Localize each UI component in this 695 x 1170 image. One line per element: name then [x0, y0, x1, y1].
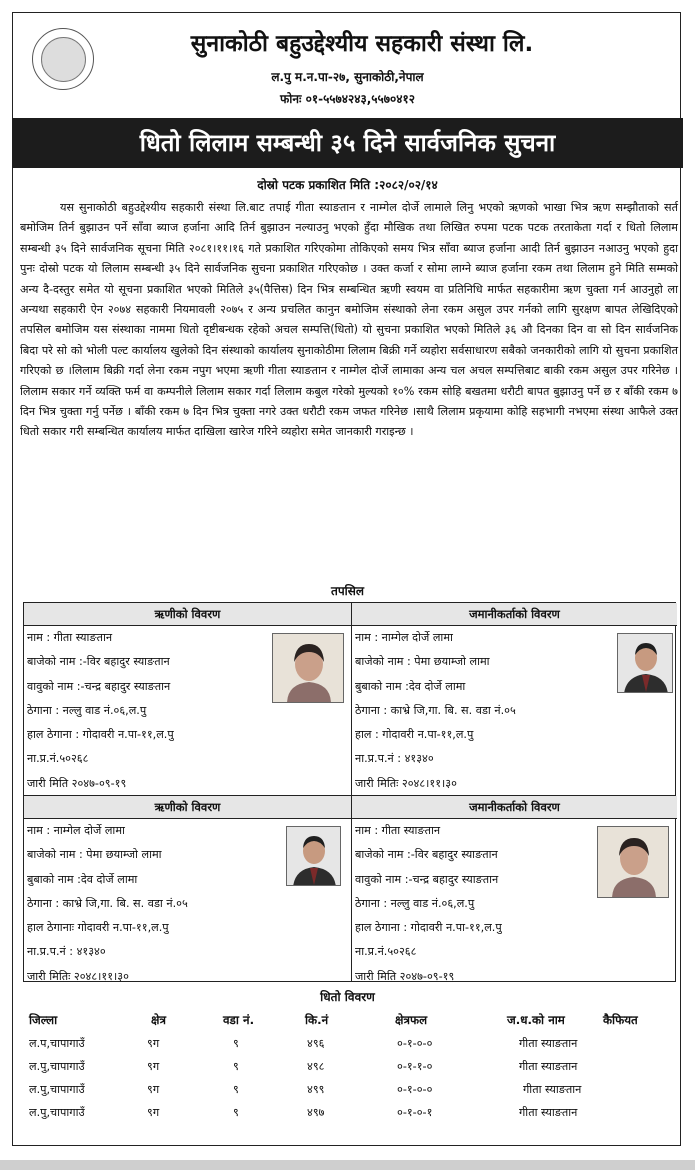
org-address: ल.पु म.न.पा-२७, सुनाकोठी,नेपाल: [271, 70, 424, 84]
detail-line: ठेगाना : नल्लु वाड नं.०६,ल.पु: [355, 896, 475, 910]
cell-area: ९ग: [147, 1060, 160, 1073]
cell-ward: ९: [233, 1083, 239, 1096]
detail-line: ना.प्र.नं.५०२६८: [27, 752, 89, 766]
detail-line: ठेगाना : नल्लु वाड नं.०६,ल.पु: [27, 703, 147, 717]
column-header: क्षेत्रफल: [395, 1013, 428, 1027]
detail-line: वावुको नाम :-चन्द्र बहादुर स्याङतान: [355, 872, 499, 886]
guarantor-details-2: [352, 796, 677, 982]
detail-line: ना.प्र.प.नं : ४१३४०: [27, 945, 106, 959]
detail-line: वावुको नाम :-चन्द्र बहादुर स्याङतान: [27, 679, 171, 693]
detail-line: ना.प्र.प.नं : ४१३४०: [355, 752, 434, 766]
cell-district: ल.पु,चापागाउँ: [29, 1060, 85, 1073]
cell-plot: ४९९: [307, 1083, 325, 1096]
publication-date: दोस्रो पटक प्रकाशित मिति :२०८२/०२/१४: [257, 178, 438, 192]
detail-line: हाल : गोदावरी न.पा-११,ल.पु: [355, 728, 474, 742]
detail-line: जारी मिति २०४७-०९-१९: [355, 969, 455, 983]
cell-ward: ९: [233, 1037, 239, 1050]
cell-district: ल.पु,चापागाउँ: [29, 1106, 85, 1119]
tapasil-title: तपसिल: [330, 584, 364, 598]
cell-area: ९ग: [147, 1037, 160, 1050]
borrower-details-2: [24, 796, 351, 982]
detail-line: हाल ठेगानाः गोदावरी न.पा-११,ल.पु: [27, 921, 169, 935]
detail-line: जारी मितिः २०४८।११।३०: [27, 969, 129, 983]
details-grid: [23, 602, 676, 982]
detail-line: बाजेको नाम :-विर बहादुर स्याङतान: [27, 655, 170, 669]
org-name: सुनाकोठी बहुउद्देश्यीय सहकारी संस्था लि.: [190, 31, 534, 57]
cell-district: ल.पु,चापागाउँ: [29, 1083, 85, 1096]
notice-banner: धितो लिलाम सम्बन्धी ३५ दिने सार्वजनिक सुचना: [12, 118, 683, 168]
detail-line: नाम : गीता स्याङतान: [355, 824, 441, 837]
column-header: क्षेत्र: [151, 1013, 166, 1027]
property-table: [23, 1009, 676, 1124]
detail-line: जारी मितिः २०४८।११।३०: [355, 776, 457, 790]
cell-ward: ९: [233, 1106, 239, 1119]
cell-owner: गीता स्याङतान: [519, 1106, 578, 1119]
column-header: कि.नं: [305, 1013, 329, 1027]
column-header: ज.ध.को नाम: [507, 1013, 565, 1027]
detail-line: नाम : नाम्गेल दोर्जे लामा: [355, 631, 453, 644]
notice-body: यस सुनाकोठी बहुउद्देश्यीय सहकारी संस्था लि.बाट तपाई गीता स्याङतान र नाम्गेल दोर्जे लामाले लिनु भएको ऋणको भाखा भित्र ऋण सम्झौताको सर्त बमोजिम तिर्न बुझाउन पर्ने साँवा ब्याज हर्जाना आदि तिर्न बुझाउन नल्याउनु भएको हुँदा मौखिक तथा लिखित रुपमा पटक पटक तरताकेता गर्दा र धितो लिलाम सम्बन्धी ३५ दिने सार्वजनिक सूचना मिति २०८१।११।१६ गते प्रकाशित गरिएकोमा तोकिएको समय भित्र साँवा ब्याज हर्जाना आदी तिर्न बुझाउन नआउनु भएको हुदा पुनः दोस्रो पटक यो लिलाम सम्बन्धी ३५ दिने सार्वजनिक सुचना प्रकाशित गरिएकोछ । उक्त कर्जा र सोमा लाग्ने ब्याज हर्जाना रकम तथा लिलाम हुने मिति सम्मको अन्य दै-दस्तुर समेत यो सूचना प्रकाशित भएको मितिले ३५(पैत्तिस) दिन भित्र सम्बन्धित ऋणी स्वयम वा प्रतिनिधि मार्फत सहकारीमा ऋण चुक्ता गर्न आउनुहो ला अन्यथा सहकारी ऐन २०७४ सहकारी नियमावली २०७५ र अन्य प्रचलित कानुन बमोजिम संस्थाको लेना रकम असुल उपर गर्नको लागि सुरक्षण बापत लेखिदिएको तपसिल बमोजिम यस संस्थाका नाममा धितो दृष्टीबन्धक रहेको अचल सम्पत्ति(धितो) यो सुचना प्रकाशित भएको मितिले ३६ औ दिनका दिन वा सो दिन सार्वजनिक बिदा परे सो को भोली पल्ट कार्यालय खुलेको दिन संस्थाको कार्यालय सुनाकोठीमा लिलाम बिक्री गर्ने व्यहोरा सर्वसाधारण सबैको जनकारीको लागि यो सुचना प्रकाशित गरिएको छ ।लिलाम बिक्री गर्दा लेना रकम नपुग भएमा ऋणी गीता स्याङतान र नाम्गेल दोर्जे लामाका अन्य चल अचल सम्पत्तिबाट बाकी रकम असुल उपर गरिनेछ । लिलाम सकार गर्ने व्यक्ति फर्म वा कम्पनीले लिलाम सकार गर्दा लिलाम कबुल गरेको मुल्यको १०% रकम सोहि बखतमा धरौटी बापत बुझाउनु पर्ने छ र बाँकी रकम ७ दिन भित्र चुक्ता गर्नु पर्नेछ । बाँकी रकम ७ दिन भित्र चुक्ता नगरे उक्त धरौटी रकम जफत गरिनेछ ।साथै लिलाम प्रकृयामा कोहि सहभागी नभएमा संस्था आफैले उक्त धितो सकार गरी सम्बन्धित कार्यालय मार्फत दाखिला खारेज गरिने व्यहोरा समेत जानकारी गराइन्छ ।: [20, 201, 678, 439]
guarantor-details-1: [352, 603, 677, 795]
cell-plot: ४९६: [307, 1037, 325, 1050]
detail-line: हाल ठेगाना : गोदावरी न.पा-११,ल.पु: [27, 728, 174, 742]
guarantor-photo: [617, 633, 673, 693]
cell-area: ९ग: [147, 1106, 160, 1119]
detail-line: बाजेको नाम :-विर बहादुर स्याङतान: [355, 848, 498, 862]
detail-line: बाजेको नाम : पेमा छयाम्जो लामा: [355, 655, 490, 669]
table-row: [23, 1055, 676, 1078]
cell-owner: गीता स्याङतान: [519, 1037, 578, 1050]
detail-line: बुबाको नाम :देव दोर्जे लामा: [355, 679, 466, 693]
detail-line: नाम : गीता स्याङतान: [27, 631, 113, 644]
cell-area: ९ग: [147, 1083, 160, 1096]
detail-line: ठेगाना : काभ्रे जि,गा. बि. स. वडा नं.०५: [27, 896, 188, 910]
detail-line: ना.प्र.नं.५०२६८: [355, 945, 417, 959]
table-row: [23, 1032, 676, 1055]
cell-plot: ४९८: [307, 1060, 325, 1073]
detail-line: नाम : नाम्गेल दोर्जे लामा: [27, 824, 125, 837]
table-row: [23, 1078, 676, 1101]
borrower-photo: [286, 826, 341, 886]
borrower-details-1: [24, 603, 351, 795]
cell-plot: ४९७: [307, 1106, 325, 1119]
detail-line: बाजेको नाम : पेमा छयाम्जो लामा: [27, 848, 162, 862]
detail-line: बुबाको नाम :देव दोर्जे लामा: [27, 872, 138, 886]
property-header-row: [23, 1009, 676, 1032]
column-header: कैफियत: [603, 1013, 638, 1027]
guarantor-photo: [597, 826, 669, 898]
borrower-heading: ऋणीको विवरण: [24, 603, 351, 626]
cell-district: ल.प,चापागाउँ: [29, 1037, 85, 1050]
column-header: जिल्ला: [29, 1013, 58, 1027]
borrower-photo: [272, 633, 344, 703]
cell-owner: गीता स्याङतान: [519, 1060, 578, 1073]
column-header: वडा नं.: [223, 1013, 255, 1027]
bottom-strip: [0, 1160, 695, 1170]
cell-owner: गीता स्याङतान: [523, 1083, 582, 1096]
cell-size: ०-१-०-०: [397, 1083, 433, 1096]
cell-size: ०-१-०-०: [397, 1037, 433, 1050]
detail-line: ठेगाना : काभ्रे जि,गा. बि. स. वडा नं.०५: [355, 703, 516, 717]
detail-line: हाल ठेगाना : गोदावरी न.पा-११,ल.पु: [355, 921, 502, 935]
guarantor-heading: जमानीकर्ताको विवरण: [352, 603, 677, 626]
guarantor-heading: जमानीकर्ताको विवरण: [352, 796, 677, 819]
borrower-heading: ऋणीको विवरण: [24, 796, 351, 819]
cell-size: ०-१-१-०: [397, 1060, 433, 1073]
detail-line: जारी मिति २०४७-०९-१९: [27, 776, 127, 790]
table-row: [23, 1101, 676, 1124]
cell-ward: ९: [233, 1060, 239, 1073]
property-title: धितो विवरण: [320, 990, 375, 1004]
org-phone: फोनः ०१-५५७४२४३,५५७०४१२: [279, 92, 415, 106]
cell-size: ०-१-०-१: [397, 1106, 433, 1119]
